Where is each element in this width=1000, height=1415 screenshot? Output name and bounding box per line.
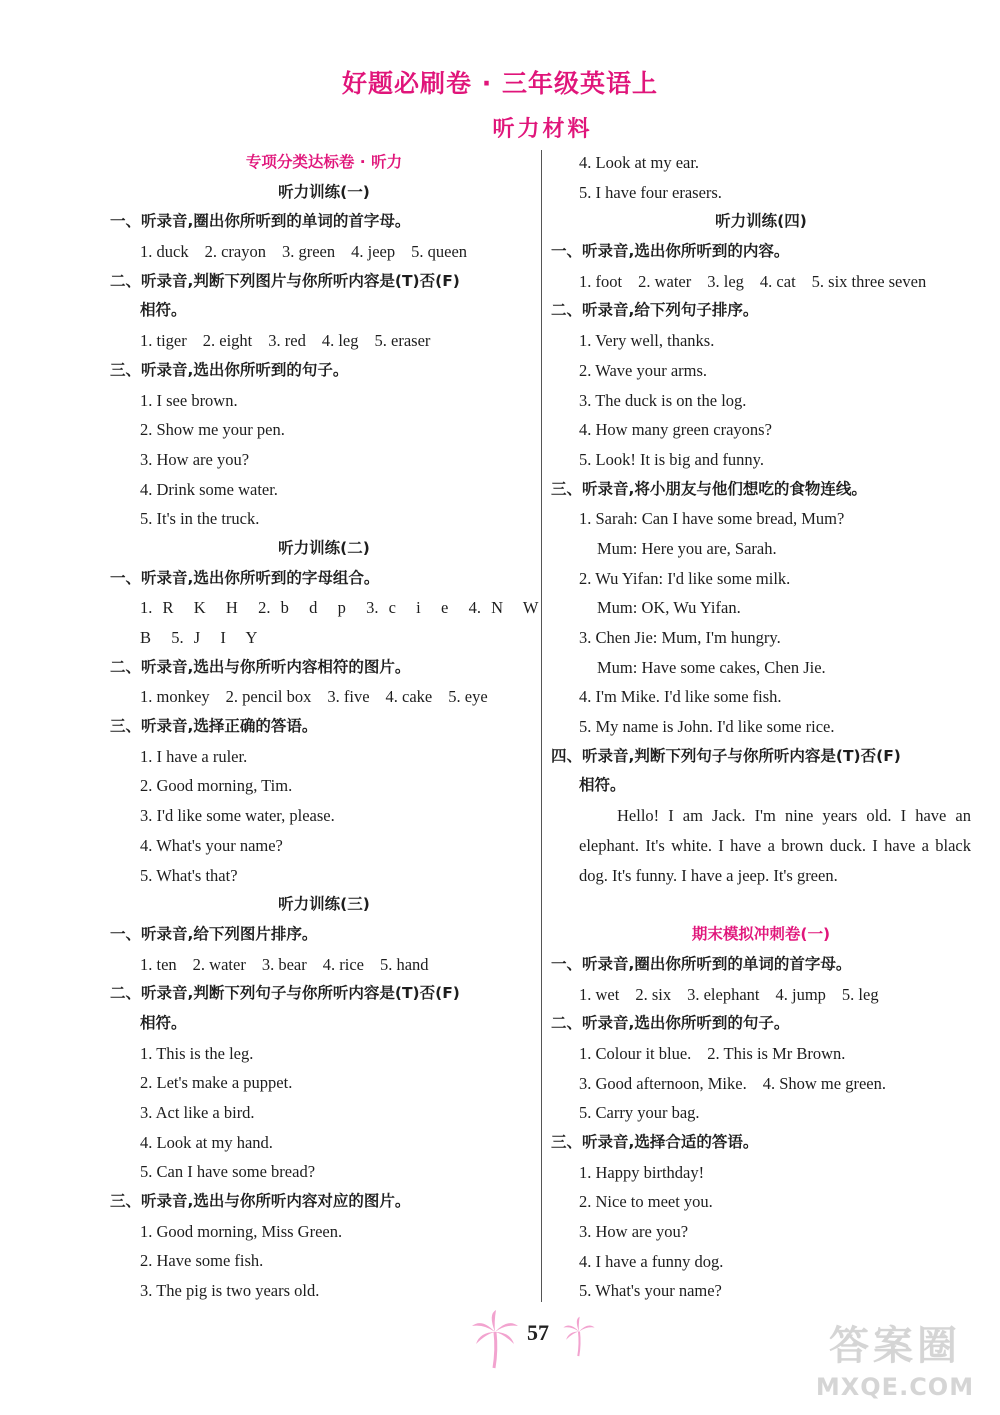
- answer-item: 4. cake: [385, 687, 433, 707]
- answer-row: [110, 237, 538, 267]
- list-item: 3. The pig is two years old.: [140, 1281, 320, 1301]
- drill-title-3: 听力训练(三): [278, 895, 370, 914]
- question-title: 二、听录音,给下列句子排序。: [551, 301, 759, 320]
- list-item: 4. What's your name?: [140, 835, 283, 855]
- list-item: 4. Look at my hand.: [140, 1132, 273, 1152]
- watermark-text: 答案圈: [829, 1323, 961, 1369]
- answer-item: 3. red: [268, 331, 306, 351]
- section-title: 专项分类达标卷 · 听力: [245, 153, 403, 171]
- drill-title-4: 听力训练(四): [715, 212, 807, 231]
- question-title: 四、听录音,判断下列句子与你所听内容是(T)否(F): [551, 746, 901, 765]
- answer-item: 2. pencil box: [225, 687, 312, 707]
- question-title: 三、听录音,将小朋友与他们想吃的食物连线。: [551, 479, 867, 498]
- list-item: 1. Good morning, Miss Green.: [140, 1221, 343, 1241]
- question-title: 三、听录音,选择正确的答语。: [110, 717, 318, 736]
- list-item: 3. The duck is on the log.: [579, 390, 747, 410]
- answer-item: 3. elephant: [687, 984, 760, 1004]
- question-title: 二、听录音,选出与你所听内容相符的图片。: [110, 657, 411, 676]
- list-item: 5. Can I have some bread?: [140, 1162, 316, 1182]
- list-item: 4. How many green crayons?: [579, 420, 772, 440]
- list-item: 2. Good morning, Tim.: [140, 776, 293, 796]
- answer-item: 2. water: [638, 271, 692, 291]
- answer-item: 3. leg: [707, 271, 744, 291]
- passage: Hello! I am Jack. I'm nine years old. I have an elephant. It's white. I have a brown duck. I have a black dog. It's funny. I have a jeep. It's green.: [579, 806, 971, 885]
- answer-item: 5. hand: [379, 954, 429, 974]
- dialogue-line: Mum: OK, Wu Yifan.: [597, 598, 741, 618]
- answer-item: 3. Good afternoon, Mike.: [579, 1073, 747, 1093]
- answer-item: 4. leg: [321, 331, 359, 351]
- answer-item: 2. water: [192, 954, 246, 974]
- answer-item: 5. six three seven: [811, 271, 927, 291]
- answer-item: 5. leg: [841, 984, 879, 1004]
- answer-item: 3. green: [281, 242, 336, 262]
- list-item: 1. I have a ruler.: [140, 746, 248, 766]
- answer-row: [110, 682, 538, 712]
- question-title-cont: 相符。: [140, 301, 187, 320]
- page-number: 57: [527, 1320, 549, 1345]
- list-item: 4. Look at my ear.: [579, 153, 700, 172]
- question-title-cont: 相符。: [579, 776, 626, 795]
- answer-row: [551, 267, 971, 297]
- question-title: 一、听录音,给下列图片排序。: [110, 924, 318, 943]
- page-title: 听力材料: [492, 117, 593, 142]
- question-title: 一、听录音,选出你所听到的内容。: [551, 242, 790, 261]
- answer-item: 2. crayon: [204, 242, 266, 262]
- question-title: 三、听录音,选择合适的答语。: [551, 1132, 759, 1151]
- answer-item: 2. This is Mr Brown.: [707, 1043, 846, 1063]
- answer-item: 4. jump: [775, 984, 826, 1004]
- dialogue-line: 3. Chen Jie: Mum, I'm hungry.: [579, 628, 781, 647]
- question-title: 二、听录音,选出你所听到的句子。: [551, 1014, 790, 1033]
- question-title: 一、听录音,选出你所听到的字母组合。: [110, 568, 380, 587]
- list-item: 1. This is the leg.: [140, 1043, 254, 1063]
- answer-item: 1. Colour it blue.: [579, 1043, 692, 1063]
- question-title: 一、听录音,圈出你所听到的单词的首字母。: [551, 954, 852, 973]
- list-item: 3. I'd like some water, please.: [140, 806, 335, 826]
- answer-row: B 5. J I Y: [140, 628, 258, 647]
- list-item: 2. Show me your pen.: [140, 420, 285, 440]
- answer-item: 2. eight: [202, 331, 253, 351]
- answer-item: 2. six: [635, 984, 672, 1004]
- dialogue-line: 1. Sarah: Can I have some bread, Mum?: [579, 509, 845, 529]
- answer-item: 1. monkey: [140, 687, 210, 707]
- answer-item: 1. tiger: [140, 331, 187, 351]
- page-header: [0, 64, 1000, 148]
- question-title: 一、听录音,圈出你所听到的单词的首字母。: [110, 212, 411, 231]
- answer-item: 5. queen: [411, 242, 468, 262]
- answer-item: 3. bear: [261, 954, 307, 974]
- answer-item: 3. five: [327, 687, 370, 707]
- list-item: 5. Look! It is big and funny.: [579, 449, 764, 469]
- answer-item: 4. jeep: [351, 242, 396, 262]
- drill-title-2: 听力训练(二): [278, 538, 370, 557]
- answer-item: 4. Show me green.: [762, 1073, 886, 1093]
- list-item: 3. How are you?: [140, 449, 250, 469]
- question-title: 二、听录音,判断下列图片与你所听内容是(T)否(F): [110, 271, 460, 290]
- answer-item: 5. eraser: [374, 331, 431, 351]
- list-item: 4. Drink some water.: [140, 479, 278, 499]
- list-item: 1. Happy birthday!: [579, 1162, 705, 1182]
- list-item: 2. Have some fish.: [140, 1251, 264, 1271]
- answer-item: 4. cat: [759, 271, 796, 291]
- list-item: 3. How are you?: [579, 1222, 689, 1241]
- section-title-final: 期末模拟冲刺卷(一): [691, 925, 831, 944]
- list-item: 5. What's that?: [140, 865, 238, 885]
- watermark-logo: [800, 1322, 990, 1410]
- answer-item: 1. duck: [140, 242, 189, 262]
- answer-item: 4. rice: [322, 954, 364, 974]
- answer-row: [551, 980, 971, 1010]
- answer-row: [551, 1039, 971, 1069]
- palm-tree-icon: [562, 1316, 596, 1358]
- question-title-cont: 相符。: [140, 1013, 187, 1032]
- answer-item: 1. foot: [579, 271, 623, 291]
- question-title: 二、听录音,判断下列句子与你所听内容是(T)否(F): [110, 984, 460, 1003]
- drill-title-1: 听力训练(一): [278, 182, 370, 201]
- list-item: 5. What's your name?: [579, 1281, 722, 1301]
- right-column: [551, 148, 971, 1306]
- answer-row: [110, 326, 538, 356]
- dialogue-line: Mum: Have some cakes, Chen Jie.: [597, 657, 826, 677]
- dialogue-line: 4. I'm Mike. I'd like some fish.: [579, 687, 782, 707]
- list-item: 4. I have a funny dog.: [579, 1251, 724, 1271]
- list-item: 1. Very well, thanks.: [579, 331, 715, 351]
- answer-item: 1. wet: [579, 984, 620, 1004]
- question-title: 三、听录音,选出与你所听内容对应的图片。: [110, 1192, 411, 1211]
- list-item: 5. Carry your bag.: [579, 1103, 700, 1123]
- column-divider: [541, 150, 542, 1302]
- answer-item: 5. eye: [448, 687, 488, 707]
- palm-tree-icon: [470, 1310, 520, 1370]
- question-title: 三、听录音,选出你所听到的句子。: [110, 360, 349, 379]
- answer-item: 1. ten: [140, 954, 177, 974]
- list-item: 5. I have four erasers.: [579, 182, 722, 202]
- list-item: 2. Wave your arms.: [579, 360, 708, 380]
- list-item: 1. I see brown.: [140, 390, 238, 410]
- list-item: 2. Let's make a puppet.: [140, 1073, 293, 1093]
- dialogue-line: Mum: Here you are, Sarah.: [597, 538, 777, 558]
- list-item: 2. Nice to meet you.: [579, 1192, 713, 1212]
- left-column: [110, 148, 538, 1306]
- watermark-url: MXQE.COM: [815, 1373, 975, 1401]
- answer-row: [110, 950, 538, 980]
- list-item: 5. It's in the truck.: [140, 509, 260, 529]
- dialogue-line: 5. My name is John. I'd like some rice.: [579, 717, 835, 737]
- answer-row: [551, 1069, 971, 1099]
- answer-row: 1. R K H 2. b d p 3. c i e 4. N W: [140, 598, 539, 618]
- book-title: 好题必刷卷 · 三年级英语上: [342, 69, 658, 98]
- list-item: 3. Act like a bird.: [140, 1103, 255, 1122]
- dialogue-line: 2. Wu Yifan: I'd like some milk.: [579, 568, 791, 588]
